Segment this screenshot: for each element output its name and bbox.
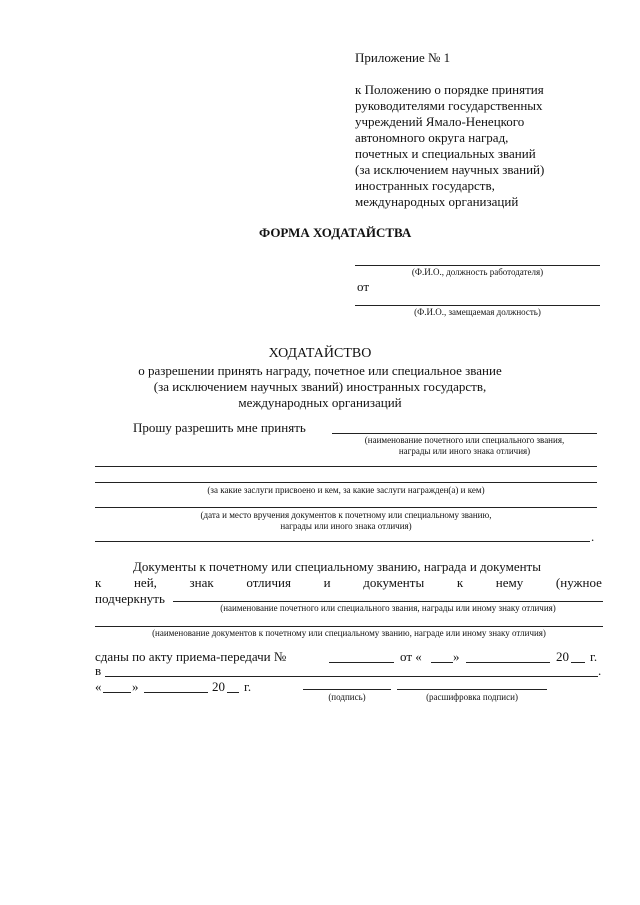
act-year-prefix: 20 [556,649,569,664]
signature-decode-line[interactable] [397,689,547,690]
petition-heading: ХОДАТАЙСТВО [268,346,372,361]
act-month-line[interactable] [466,662,550,663]
word: к [95,575,102,590]
handover-line-2[interactable] [95,541,590,542]
act-year-line[interactable] [571,662,585,663]
act-label: сданы по акту приема-передачи № [95,649,287,664]
act-day-line[interactable] [431,662,453,663]
award-caption-1: (наименование почетного или специального звания, [364,435,565,445]
act-quote-close: » [453,649,460,664]
in-line[interactable] [105,676,598,677]
employer-line[interactable] [355,265,600,266]
subtitle-line: (за исключением научных званий) иностранных государств, [153,379,487,394]
merit-caption: (за какие заслуги присвоено и кем, за какие заслуги награжден(а) и кем) [207,485,485,495]
date-close-quote: » [132,679,139,694]
word: нему [495,575,524,590]
word: к [456,575,464,590]
word: и [323,575,331,590]
appendix-line: автономного округа наград, [355,130,509,145]
merit-line[interactable] [95,482,597,483]
date-year-line[interactable] [227,692,239,693]
appendix-line: (за исключением научных званий) [355,162,545,177]
applicant-caption: (Ф.И.О., замещаемая должность) [414,307,541,317]
date-open-quote: « [95,679,102,694]
appendix-line: учреждений Ямало-Ненецкого [355,114,525,129]
doc-name-line[interactable] [173,601,603,602]
appendix-line: почетных и специальных званий [355,146,536,161]
date-month-line[interactable] [144,692,208,693]
appendix-text [355,82,615,210]
word: ней, [133,575,157,590]
in-label: в [95,663,102,678]
award-line-2[interactable] [95,466,597,467]
end-dot: . [591,529,595,544]
act-from-label: от « [400,649,422,664]
signature-caption: (подпись) [328,692,366,702]
act-number-line[interactable] [329,662,394,663]
signature-line[interactable] [303,689,391,690]
doc-name-caption: (наименование почетного или специального звания, награды или иному знаку отличия) [220,603,556,613]
form-title: ФОРМА ХОДАТАЙСТВА [259,225,412,240]
petition-subtitle [0,363,640,411]
word: отличия [246,575,291,590]
award-caption-2: награды или иного знака отличия) [398,446,531,456]
handover-line[interactable] [95,507,597,508]
word: знак [189,575,214,590]
date-day-line[interactable] [103,692,131,693]
underline-label: подчеркнуть [95,591,165,606]
date-year-prefix: 20 [212,679,225,694]
request-label: Прошу разрешить мне принять [133,420,306,435]
in-line-end: . [598,663,602,678]
doc-list-caption: (наименование документов к почетному или специальному званию, награде или иному знаку отличия) [152,628,546,638]
documents-line-2 [95,575,602,591]
act-year-suffix: г. [590,649,598,664]
handover-caption-1: (дата и место вручения документов к почетному или специальному званию, [200,510,492,520]
word: документы [363,575,425,590]
award-line[interactable] [332,433,597,434]
word: (нужное [555,575,602,590]
date-year-suffix: г. [244,679,252,694]
doc-list-line[interactable] [95,626,603,627]
appendix-line: руководителями государственных [355,98,543,113]
signature-decode-caption: (расшифровка подписи) [426,692,518,702]
applicant-line[interactable] [355,305,600,306]
appendix-title: Приложение № 1 [355,50,451,65]
employer-caption: (Ф.И.О., должность работодателя) [411,267,544,277]
subtitle-line: о разрешении принять награду, почетное или специальное звание [138,363,502,378]
documents-line-1: Документы к почетному или специальному званию, награда и документы [133,559,541,574]
appendix-line: иностранных государств, [355,178,495,193]
appendix-line: к Положению о порядке принятия [355,82,544,97]
subtitle-line: международных организаций [238,395,402,410]
from-label: от [357,279,370,294]
appendix-line: международных организаций [355,194,519,209]
handover-caption-2: награды или иного знака отличия) [280,521,412,531]
